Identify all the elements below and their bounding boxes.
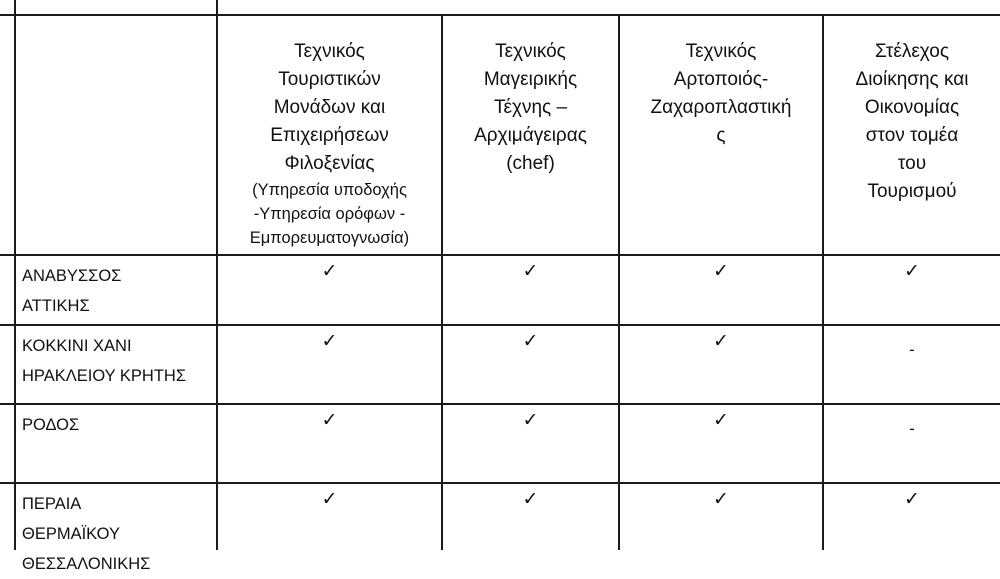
row-label-line: ΘΕΡΜΑΪΚΟΥ [22,525,120,543]
header-line: Αρχιμάγειρας [474,125,587,146]
row-label-line: ΗΡΑΚΛΕΙΟΥ ΚΡΗΤΗΣ [22,367,187,385]
check-mark: ✓ [321,489,338,510]
header-cell-tourism-management [824,16,1000,254]
header-subline: Εμπορευματογνωσία) [249,229,410,247]
check-mark: ✓ [522,489,539,510]
header-line: Στέλεχος [875,41,949,62]
header-line: Τέχνης – [493,97,568,118]
check-mark: ✓ [522,331,539,352]
row-label-peraia-thermaikou [0,484,216,573]
check-mark: ✓ [321,410,338,431]
row-label-kokkini-hani [0,326,216,403]
row-label-anavyssos [0,256,216,324]
header-cell-bakery-pastry [620,16,822,254]
header-line: Ζαχαροπλαστική [650,97,792,118]
header-line: Αρτοποιός- [673,69,769,90]
header-cell-chef [443,16,618,254]
header-line: Μονάδων και [273,97,386,118]
header-line: Τουρισμού [867,181,957,202]
dash-mark: - [909,340,915,359]
row-label-line: ΚΟΚΚΙΝΙ ΧΑΝΙ [22,337,132,355]
header-line: Τεχνικός [495,41,566,62]
row-label-line: ΡΟΔΟΣ [22,416,80,434]
check-mark: ✓ [522,261,539,282]
header-line: Τουριστικών [278,69,381,90]
check-mark: ✓ [713,410,729,431]
header-subline: -Υπηρεσία ορόφων - [253,205,406,223]
check-mark: ✓ [904,489,920,510]
dash-mark: - [909,419,915,438]
header-line: ς [716,125,726,146]
header-line: του [897,153,927,174]
header-subline: (Υπηρεσία υποδοχής [252,181,407,199]
row-label-line: ΠΕΡΑΙΑ [22,495,82,513]
header-line: Επιχειρήσεων [270,125,389,146]
row-label-line: ΘΕΣΣΑΛΟΝΙΚΗΣ [22,555,151,573]
check-mark: ✓ [904,261,920,282]
header-cell-technician-tourist-units [218,16,441,254]
row-label-line: ΑΤΤΙΚΗΣ [22,297,90,315]
header-line: Διοίκησης και [855,69,969,90]
check-mark: ✓ [522,410,539,431]
check-mark: ✓ [321,331,338,352]
header-line: (chef) [506,153,555,174]
check-mark: ✓ [713,489,729,510]
check-mark: ✓ [713,331,729,352]
header-line: Μαγειρικής [483,69,578,90]
header-line: Φιλοξενίας [284,153,375,174]
header-line: Τεχνικός [294,41,365,62]
header-line: Τεχνικός [685,41,757,62]
check-mark: ✓ [321,261,338,282]
header-line: Οικονομίας [864,97,960,118]
row-label-rodos [0,405,216,482]
header-line: στον τομέα [865,125,959,146]
row-label-line: ΑΝΑΒΥΣΣΟΣ [22,267,122,285]
check-mark: ✓ [713,261,729,282]
